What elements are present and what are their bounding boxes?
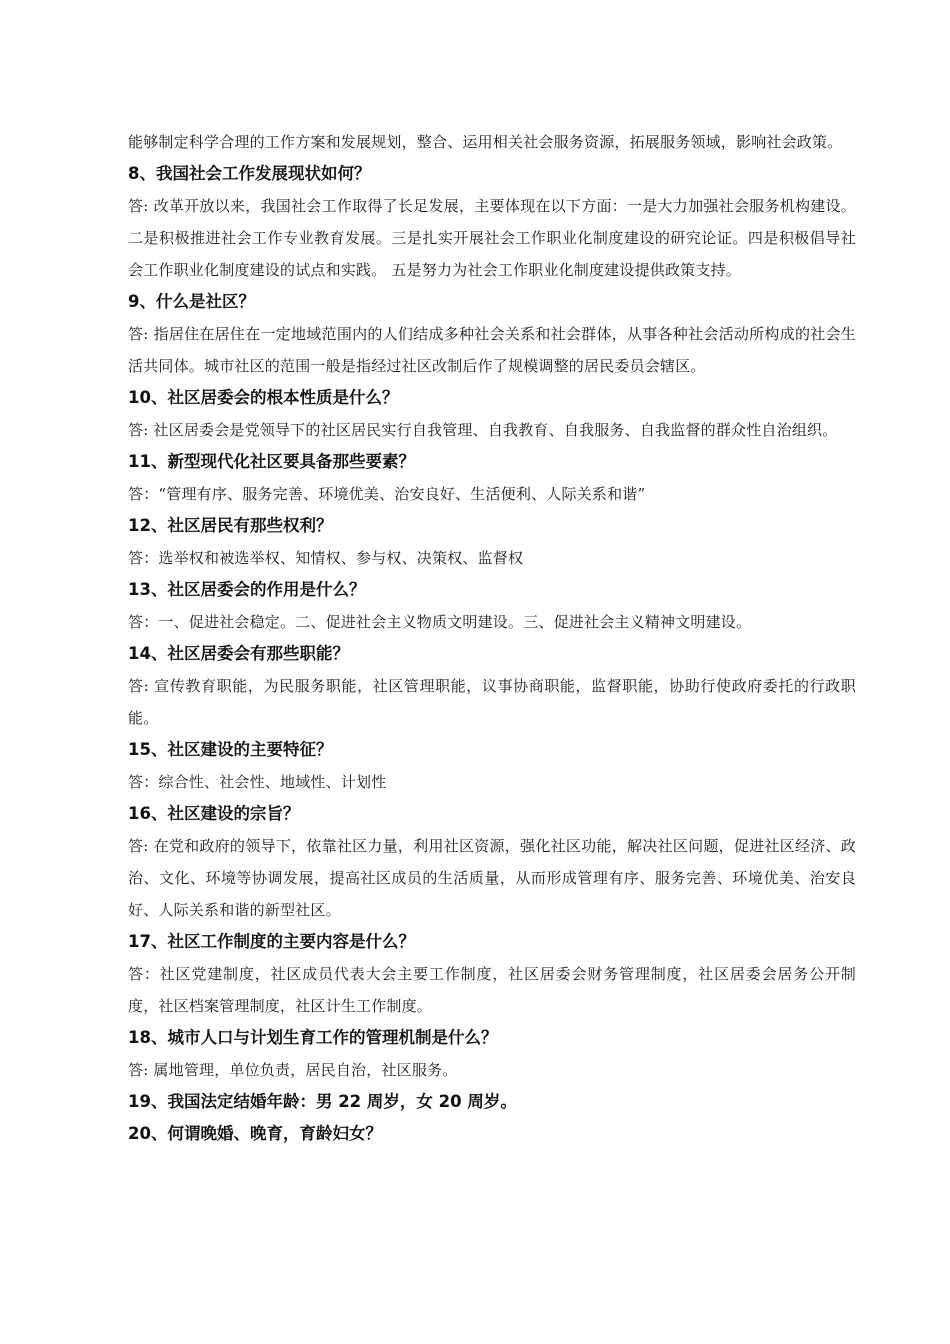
qa-item [128,382,856,446]
document-page [128,126,856,1150]
answer-paragraph: 答: 宣传教育职能，为民服务职能，社区管理职能，议事协商职能，监督职能，协助行使政府委托的行政职能。 [128,677,856,727]
answer-paragraph: 答: 改革开放以来，我国社会工作取得了长足发展，主要体现在以下方面：一是大力加强社会服务机构建设。二是积极推进社会工作专业教育发展。三是扎实开展社会工作职业化制度建设的研究论证。四是积极倡导社会工作职业化制度建设的试点和实践。 五是努力为社会工作职业化制度建设提供政策支持。 [128,197,856,279]
qa-item [128,1022,856,1086]
qa-item [128,286,856,382]
answer-paragraph: 答: 属地管理，单位负责，居民自治，社区服务。 [128,1061,458,1079]
question-heading: 19、我国法定结婚年龄：男 22 周岁，女 20 周岁。 [128,1092,517,1111]
qa-item [128,158,856,286]
qa-item [128,798,856,926]
qa-item [128,574,856,638]
qa-item [128,734,856,798]
question-heading: 11、新型现代化社区要具备那些要素？ [128,452,415,471]
answer-paragraph: 答：“管理有序、服务完善、环境优美、治安良好、生活便利、人际关系和谐” [128,485,646,503]
question-heading: 14、社区居委会有那些职能？ [128,644,349,663]
qa-item [128,446,856,510]
qa-item [128,510,856,574]
answer-paragraph: 答：综合性、社会性、地域性、计划性 [128,773,387,791]
question-heading: 10、社区居委会的根本性质是什么？ [128,388,399,407]
question-heading: 9、什么是社区？ [128,292,255,311]
answer-paragraph: 答：选举权和被选举权、知情权、参与权、决策权、监督权 [128,549,524,567]
question-heading: 15、社区建设的主要特征？ [128,740,333,759]
qa-item [128,638,856,734]
answer-paragraph: 答: 指居住在居住在一定地域范围内的人们结成多种社会关系和社会群体，从事各种社会活动所构成的社会生活共同体。城市社区的范围一般是指经过社区改制后作了规模调整的居民委员会辖区。 [128,325,856,375]
intro-paragraph: 能够制定科学合理的工作方案和发展规划，整合、运用相关社会服务资源，拓展服务领域，影响社会政策。 [128,133,843,151]
answer-paragraph: 答: 在党和政府的领导下，依靠社区力量，利用社区资源，强化社区功能，解决社区问题，促进社区经济、政治、文化、环境等协调发展，提高社区成员的生活质量，从而形成管理有序、服务完善、环境优美、治安良好、人际关系和谐的新型社区。 [128,837,856,919]
answer-paragraph: 答：一、促进社会稳定。二、促进社会主义物质文明建设。三、促进社会主义精神文明建设。 [128,613,752,631]
qa-list [128,158,856,1150]
qa-item [128,1086,856,1118]
question-heading: 12、社区居民有那些权利？ [128,516,333,535]
question-heading: 16、社区建设的宗旨？ [128,804,300,823]
question-heading: 13、社区居委会的作用是什么？ [128,580,366,599]
qa-item [128,1118,856,1150]
qa-item [128,926,856,1022]
answer-paragraph: 答: 社区居委会是党领导下的社区居民实行自我管理、自我教育、自我服务、自我监督的群众性自治组织。 [128,421,838,439]
question-heading: 8、我国社会工作发展现状如何？ [128,164,371,183]
answer-paragraph: 答：社区党建制度，社区成员代表大会主要工作制度，社区居委会财务管理制度，社区居委会居务公开制度，社区档案管理制度，社区计生工作制度。 [128,965,856,1015]
question-heading: 18、城市人口与计划生育工作的管理机制是什么？ [128,1028,498,1047]
question-heading: 17、社区工作制度的主要内容是什么？ [128,932,415,951]
question-heading: 20、何谓晚婚、晚育，育龄妇女？ [128,1124,382,1143]
